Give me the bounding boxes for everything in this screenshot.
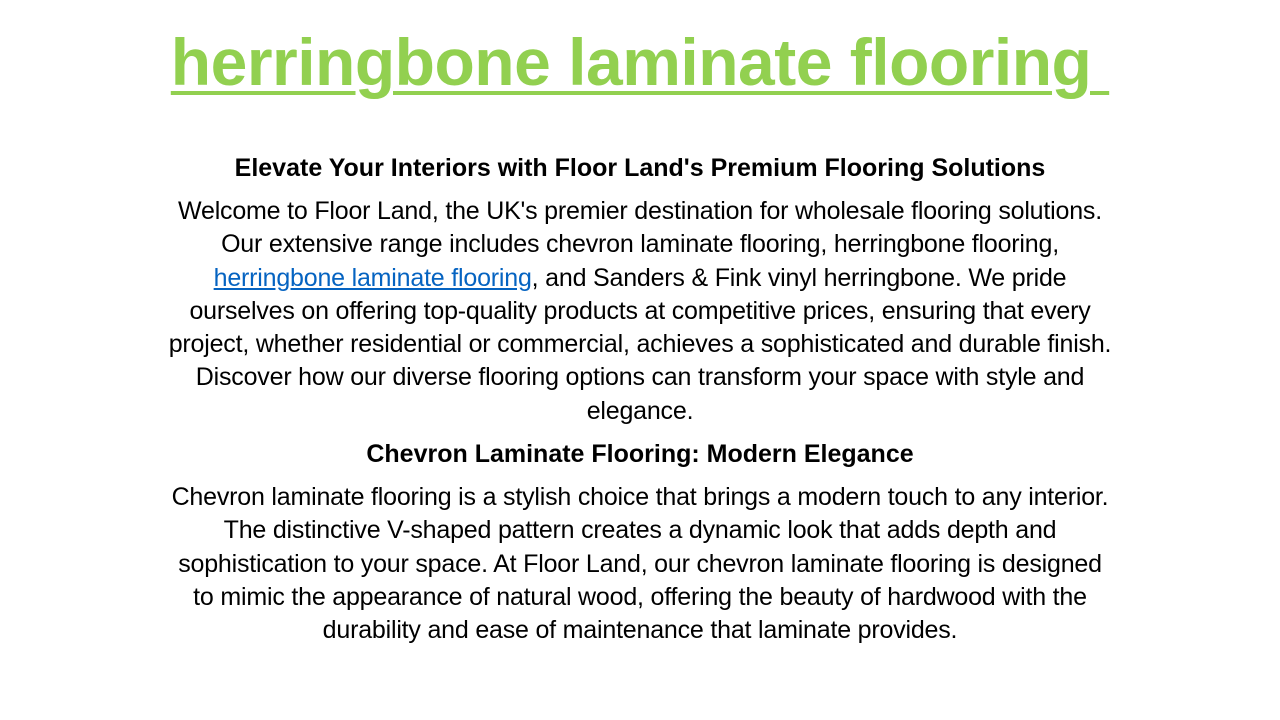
paragraph-text-after-link: , and Sanders & Fink vinyl herringbone. We pride ourselves on offering top-quality products at competitive prices, ensuring that every project, whether residential or commercial, achieves a sophisticated and durable finish. Discover how our diverse flooring options can transform your space with style and elegance.	[168, 263, 1112, 425]
herringbone-laminate-link[interactable]: herringbone laminate flooring	[213, 263, 532, 292]
page-title	[0, 22, 1280, 102]
paragraph-text-before-link: Welcome to Floor Land, the UK's premier destination for wholesale flooring solutions. Our extensive range includes chevron laminate flooring, herringbone flooring,	[178, 197, 1102, 259]
section-heading-intro: Elevate Your Interiors with Floor Land's Premium Flooring Solutions	[234, 154, 1046, 182]
slide-content	[168, 152, 1112, 658]
section-intro	[168, 152, 1112, 428]
section-paragraph-intro	[168, 195, 1112, 428]
section-heading-chevron: Chevron Laminate Flooring: Modern Elegance	[366, 440, 914, 469]
section-chevron	[168, 438, 1112, 647]
section-paragraph-chevron: Chevron laminate flooring is a stylish choice that brings a modern touch to any interior. The distinctive V-shaped pattern creates a dynamic look that adds depth and sophistication to your space. At Floor Land, our chevron laminate flooring is designed to mimic the appearance of natural wood, offering the beauty of hardwood with the durability and ease of maintenance that laminate provides.	[171, 483, 1109, 645]
title-link[interactable]: herringbone laminate flooring	[170, 25, 1110, 99]
